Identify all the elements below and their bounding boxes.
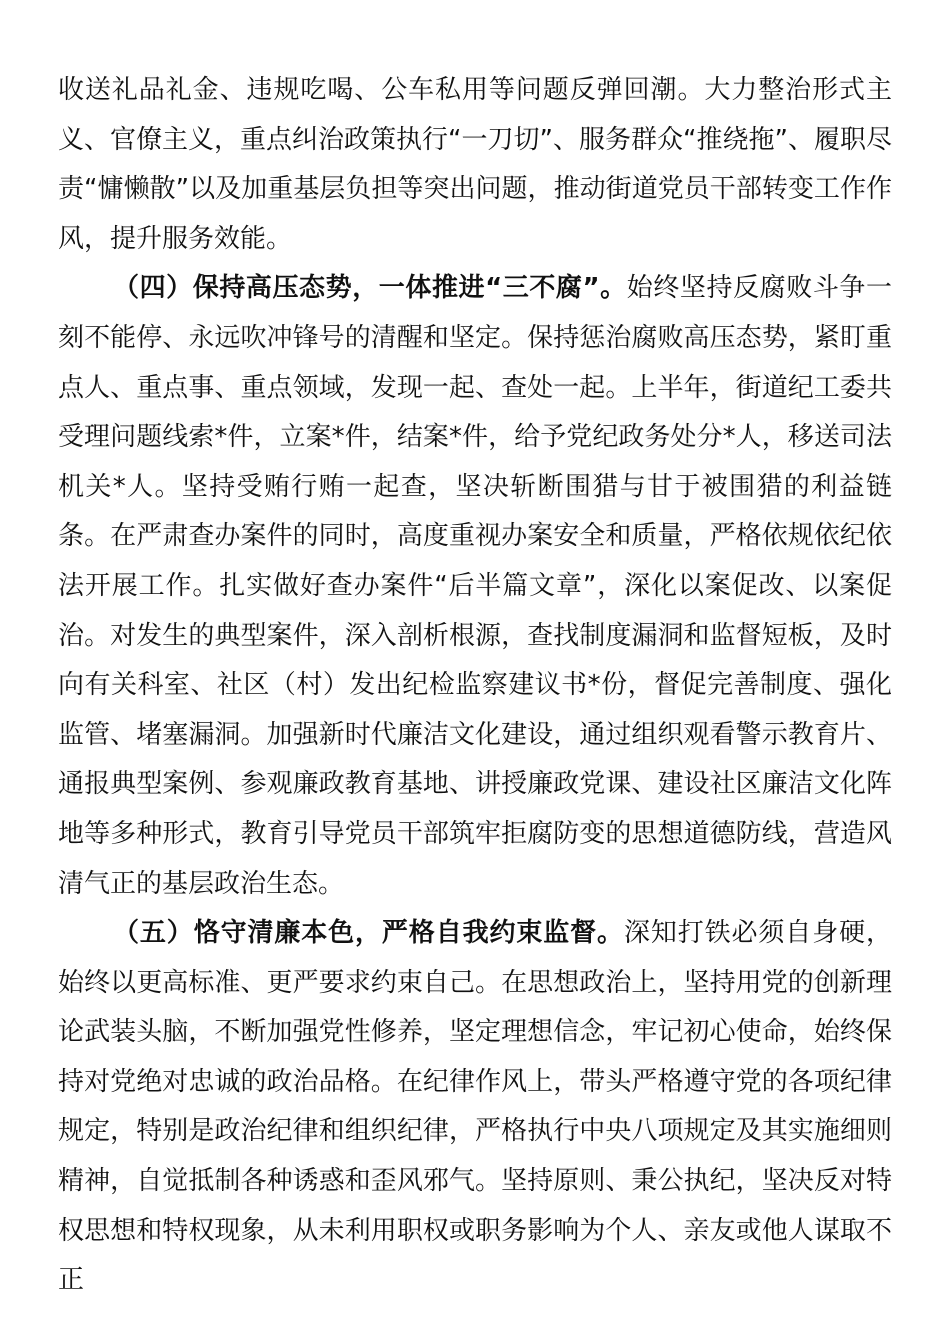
paragraph-text: 始终坚持反腐败斗争一刻不能停、永远吹冲锋号的清醒和坚定。保持惩治腐败高压态势，紧盯重点人、重点事、重点领域，发现一起、查处一起。上半年，街道纪工委共受理问题线索*件，立案*件，结案*件，给予党纪政务处分*人，移送司法机关*人。坚持受贿行贿一起查，坚决斩断围猎与甘于被围猎的利益链条。在严肃查办案件的同时，高度重视办案安全和质量，严格依规依纪依法开展工作。扎实做好查办案件“后半篇文章”，深化以案促改、以案促治。对发生的典型案件，深入剖析根源，查找制度漏洞和监督短板，及时向有关科室、社区（村）发出纪检监察建议书*份，督促完善制度、强化监管、堵塞漏洞。加强新时代廉洁文化建设，通过组织观看警示教育片、通报典型案例、参观廉政教育基地、讲授廉政党课、建设社区廉洁文化阵地等多种形式，教育引导党员干部筑牢拒腐防变的思想道德防线，营造风清气正的基层政治生态。 <box>58 273 892 899</box>
section-heading: （四）保持高压态势，一体推进“三不腐”。 <box>113 273 627 304</box>
paragraph-section-five <box>58 909 892 1306</box>
paragraph-section-four <box>58 264 892 909</box>
paragraph-text: 收送礼品礼金、违规吃喝、公车私用等问题反弹回潮。大力整治形式主义、官僚主义，重点纠治政策执行“一刀切”、服务群众“推绕拖”、履职尽责“慵懒散”以及加重基层负担等突出问题，推动街道党员干部转变工作作风，提升服务效能。 <box>58 75 892 254</box>
paragraph-continuation <box>58 66 892 264</box>
document-page <box>58 66 892 1306</box>
paragraph-text: 深知打铁必须自身硬，始终以更高标准、更严要求约束自己。在思想政治上，坚持用党的创新理论武装头脑，不断加强党性修养，坚定理想信念，牢记初心使命，始终保持对党绝对忠诚的政治品格。在纪律作风上，带头严格遵守党的各项纪律规定，特别是政治纪律和组织纪律，严格执行中央八项规定及其实施细则精神，自觉抵制各种诱惑和歪风邪气。坚持原则、秉公执纪，坚决反对特权思想和特权现象，从未利用职权或职务影响为个人、亲友或他人谋取不正 <box>58 918 892 1296</box>
section-heading: （五）恪守清廉本色，严格自我约束监督。 <box>113 918 624 949</box>
